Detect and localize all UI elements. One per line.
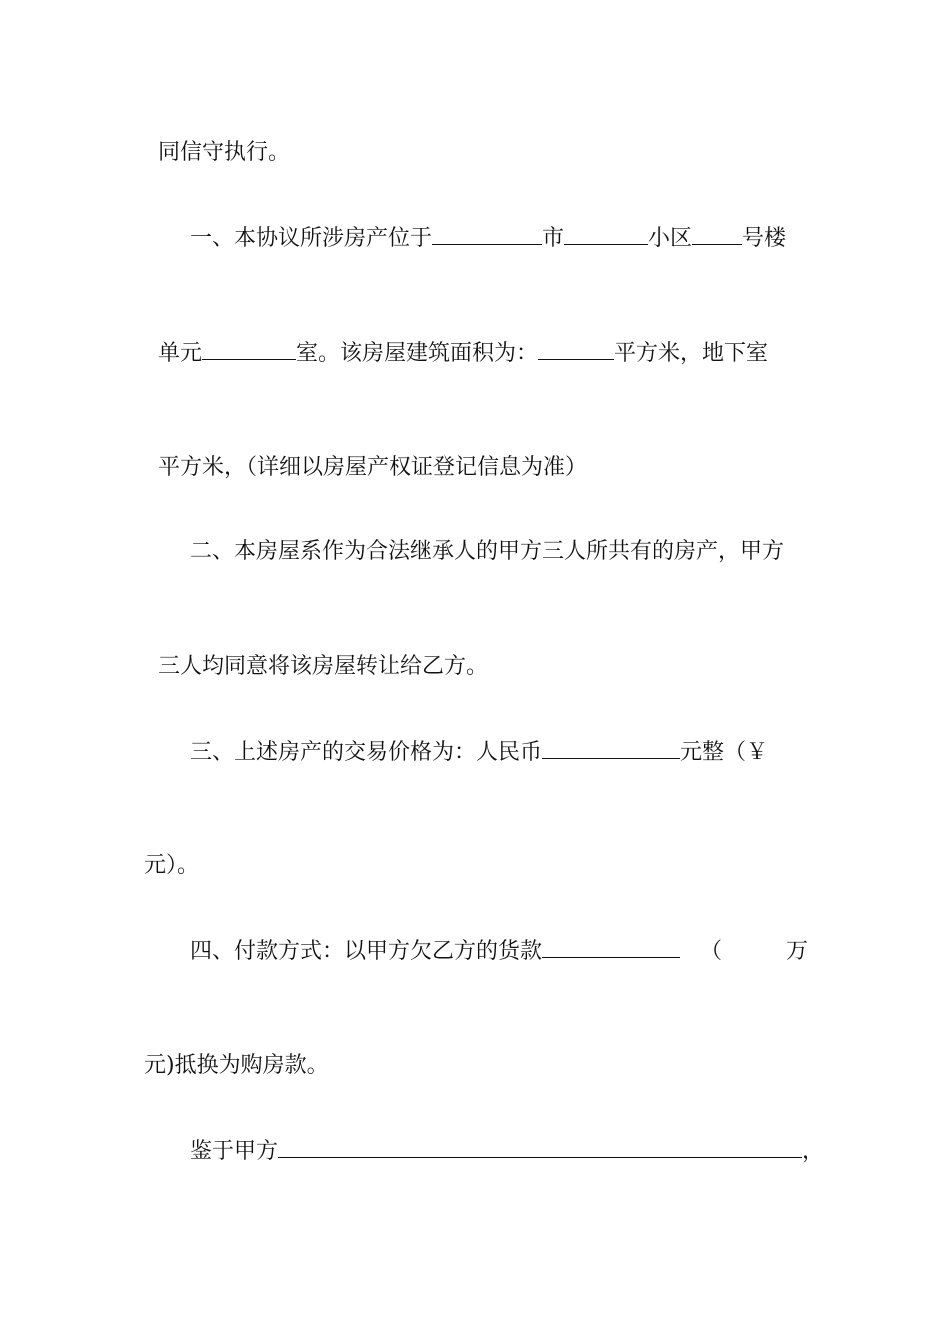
- line-text: 一、本协议所涉房产位于: [190, 226, 433, 251]
- blank-party-a: [278, 1135, 802, 1158]
- clause-3-line-2: [144, 851, 199, 881]
- line-text: ，: [802, 1139, 825, 1164]
- clause-1-line-2: [158, 337, 768, 369]
- line-text: 三、上述房产的交易价格为：人民币: [190, 740, 543, 765]
- line-text: 同信守执行。: [158, 140, 291, 165]
- blank-payment: [542, 935, 680, 958]
- line-text: 四、付款方式：以甲方欠乙方的货款: [190, 939, 543, 964]
- line-text: 小区: [648, 226, 693, 251]
- line-text: 元整（￥: [680, 740, 769, 765]
- line-text: 二、本房屋系作为合法继承人的甲方三人所共有的房产，甲方: [190, 539, 785, 564]
- line-text: 室。该房屋建筑面积为：: [296, 341, 539, 366]
- clause-2-line-1: [190, 537, 784, 567]
- line-text: 三人均同意将该房屋转让给乙方。: [158, 654, 489, 679]
- clause-3-line-1: [190, 736, 768, 768]
- line-text: 鉴于甲方: [190, 1139, 279, 1164]
- clause-4-line-2: [144, 1051, 329, 1081]
- line-text: 平方米，（详细以房屋产权证登记信息为准）: [158, 455, 588, 480]
- blank-unit-room: [202, 337, 296, 360]
- line-text: 单元: [158, 341, 203, 366]
- blank-price: [542, 736, 680, 759]
- whereas-line: [190, 1135, 824, 1167]
- line-text: （: [700, 939, 723, 964]
- line-text: 市: [542, 226, 565, 251]
- blank-city: [432, 222, 542, 245]
- blank-area: [538, 337, 614, 360]
- line-text: 号楼: [742, 226, 787, 251]
- clause-2-line-2: [158, 652, 488, 682]
- line-text: 平方米，地下室: [614, 341, 769, 366]
- clause-4-line-1: [190, 935, 809, 967]
- line-text: 元)抵换为购房款。: [144, 1053, 329, 1078]
- line-text: 万: [786, 939, 809, 964]
- clause-1-line-3: [158, 453, 587, 483]
- text-line-1: [158, 138, 290, 168]
- line-text: 元）。: [144, 853, 200, 878]
- blank-building: [692, 222, 742, 245]
- blank-community: [564, 222, 648, 245]
- clause-1-line-1: [190, 222, 786, 254]
